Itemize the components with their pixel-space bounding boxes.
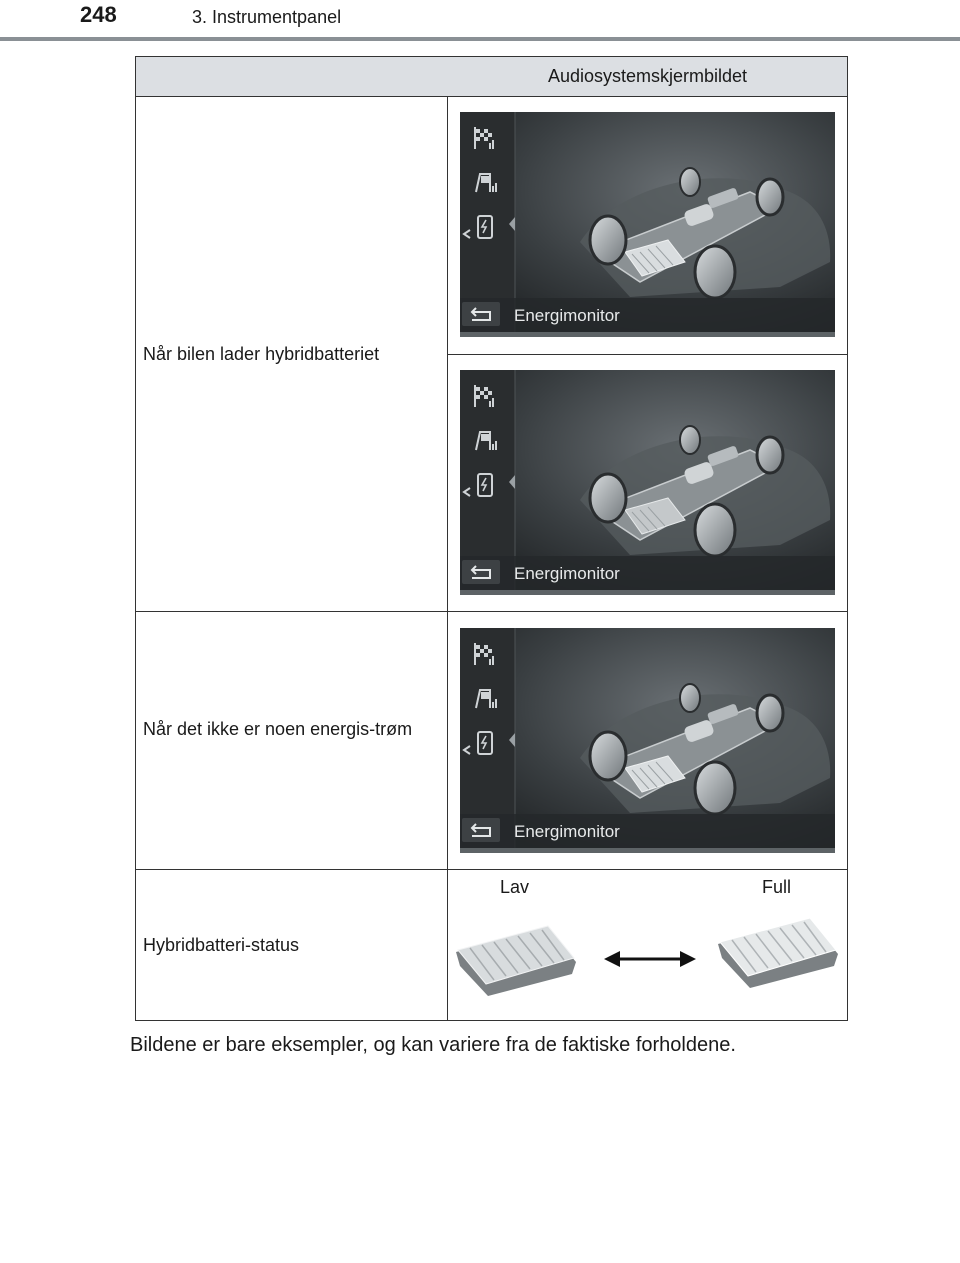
header-rule: [0, 37, 960, 41]
back-arrow-icon[interactable]: [462, 818, 500, 842]
column-header: Audiosystemskjermbildet: [547, 66, 748, 86]
energy-monitor-screen: [460, 628, 835, 853]
row-label: Når bilen lader hybridbatteriet: [143, 344, 380, 364]
row-label: Når det ikke er noen energis-trøm: [143, 719, 413, 739]
energy-monitor-table: [135, 56, 848, 1021]
battery-full-icon: [718, 918, 838, 988]
full-label: Full: [762, 877, 792, 897]
footnote: Bildene er bare eksempler, og kan variere fra de faktiske forholdene.: [130, 1034, 736, 1056]
screen-title: Energimonitor: [514, 822, 620, 841]
battery-low-icon: [456, 926, 576, 996]
back-arrow-icon[interactable]: [462, 302, 500, 326]
page-number: 248: [80, 2, 117, 27]
double-arrow-icon: [604, 951, 696, 967]
table-row: [136, 612, 847, 870]
energy-monitor-screen: [460, 112, 835, 337]
screen-title: Energimonitor: [514, 306, 620, 325]
cell-divider: [448, 354, 847, 355]
table-row: [136, 870, 847, 1020]
row-label: Hybridbatteri-status: [143, 935, 300, 955]
chapter-title: 3. Instrumentpanel: [192, 7, 342, 27]
table-row: [136, 97, 847, 612]
back-arrow-icon[interactable]: [462, 560, 500, 584]
page-header: [0, 0, 960, 42]
screen-title: Energimonitor: [514, 564, 620, 583]
energy-monitor-screen: [460, 370, 835, 595]
table-header-row: [136, 57, 847, 97]
low-label: Lav: [500, 877, 530, 897]
battery-status-illustration: [448, 910, 847, 1010]
